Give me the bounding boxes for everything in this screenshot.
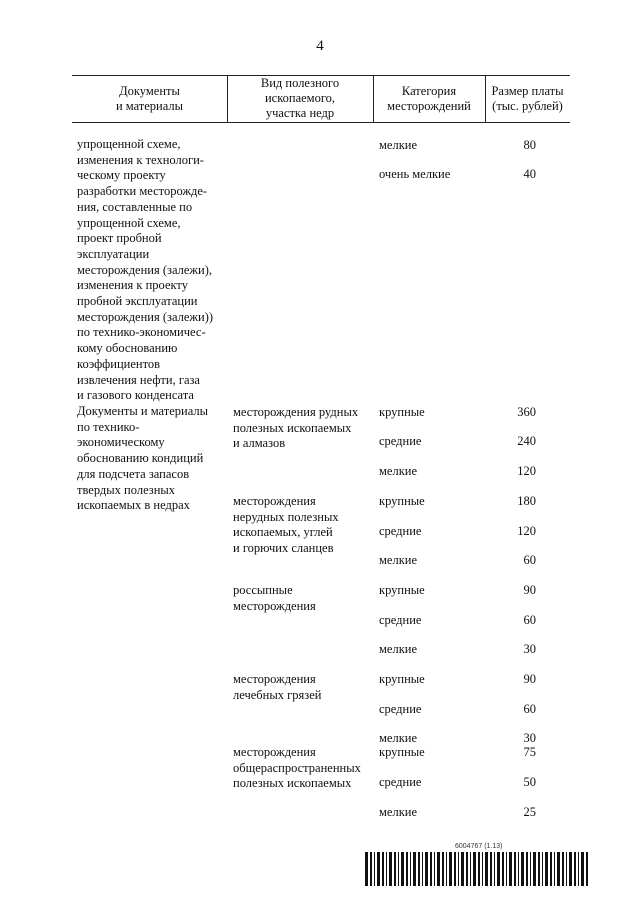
mineral-cell: месторождения лечебных грязей [233, 672, 322, 702]
category-cell: очень мелкие [379, 167, 451, 181]
fee-cell: 25 [523, 805, 536, 819]
mineral-cell: россыпные месторождения [233, 583, 316, 613]
category-cell: крупные [379, 745, 425, 759]
fee-cell: 120 [517, 464, 536, 478]
barcode-number: 6004767 (1.13) [455, 843, 503, 850]
fee-cell: 80 [523, 138, 536, 152]
barcode-icon [365, 852, 591, 886]
fee-cell: 40 [523, 167, 536, 181]
category-cell: мелкие [379, 805, 418, 819]
fee-cell: 90 [523, 672, 536, 686]
category-cell: мелкие [379, 138, 418, 152]
category-cell: крупные [379, 405, 425, 419]
fee-cell: 120 [517, 524, 536, 538]
header-documents: Документы и материалы [115, 84, 184, 113]
fee-cell: 240 [517, 434, 536, 448]
fee-cell: 30 [523, 731, 536, 745]
fee-cell: 60 [523, 613, 536, 627]
mineral-cell: месторождения общераспространенных полезных ископаемых [233, 745, 361, 790]
fee-cell: 60 [523, 553, 536, 567]
category-cell: мелкие [379, 731, 418, 745]
fee-cell: 360 [517, 405, 536, 419]
mineral-cell: месторождения нерудных полезных ископаемых, углей и горючих сланцев [233, 494, 339, 555]
category-cell: средние [379, 702, 422, 716]
documents-cell-1: упрощенной схеме, изменения к технологи- ческому проекту разработки месторожде- ния, составленные по упрощенной схеме, проект пробной эксплуатации месторождения (залежи), изменения к проекту пробной эксплуатации месторождения (залежи)) по технико-экономичес- кому обоснованию коэффициентов извлечения нефти, газа и газового конденсата [77, 137, 214, 403]
header-fee: Размер платы (тыс. рублей) [491, 84, 564, 113]
category-cell: средние [379, 524, 422, 538]
category-cell: средние [379, 434, 422, 448]
page-number: 4 [316, 38, 324, 54]
header-mineral: Вид полезного ископаемого, участка недр [260, 76, 340, 120]
fee-cell: 90 [523, 583, 536, 597]
category-cell: мелкие [379, 464, 418, 478]
table-header-bottom-rule [72, 122, 570, 123]
category-cell: крупные [379, 494, 425, 508]
documents-cell-2: Документы и материалы по технико- экономическому обоснованию кондиций для подсчета запасов твердых полезных ископаемых в недрах [77, 404, 208, 513]
category-cell: средние [379, 613, 422, 627]
fee-cell: 180 [517, 494, 536, 508]
fee-cell: 60 [523, 702, 536, 716]
category-cell: крупные [379, 583, 425, 597]
category-cell: мелкие [379, 642, 418, 656]
fee-cell: 50 [523, 775, 536, 789]
header-category: Категория месторождений [387, 84, 471, 113]
fee-cell: 30 [523, 642, 536, 656]
category-cell: мелкие [379, 553, 418, 567]
category-cell: крупные [379, 672, 425, 686]
mineral-cell: месторождения рудных полезных ископаемых и алмазов [233, 405, 359, 450]
category-cell: средние [379, 775, 422, 789]
fee-cell: 75 [523, 745, 536, 759]
